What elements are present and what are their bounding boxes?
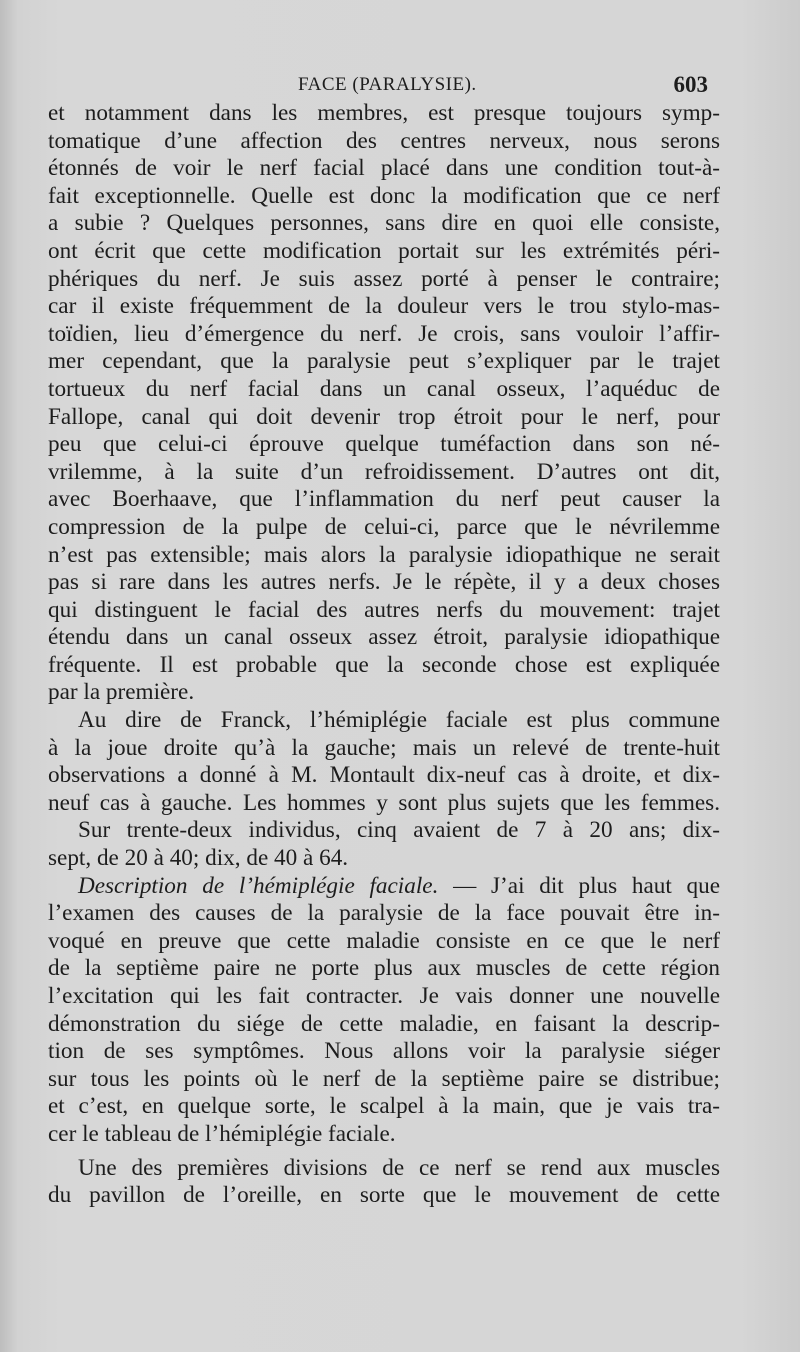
- text-line: cer le tableau de l’hémiplégie faciale.: [48, 1120, 396, 1147]
- text-line: peu que celui-ci éprouve quelque tuméfaction dans son né-: [48, 431, 720, 458]
- paragraph-3: [48, 817, 720, 872]
- text-line: et notamment dans les membres, est presque toujours symp-: [48, 100, 720, 126]
- text-line: sept, de 20 à 40; dix, de 40 à 64.: [48, 845, 349, 872]
- text-line: n’est pas extensible; mais alors la paralysie idiopathique ne serait: [48, 541, 720, 568]
- text-line: par la première.: [48, 679, 195, 706]
- text-line: car il existe fréquemment de la douleur vers le trou stylo-mas-: [48, 293, 720, 320]
- text-line: Au dire de Franck, l’hémiplégie faciale est plus commune: [78, 707, 720, 734]
- text-run: — J’ai dit plus haut que: [438, 872, 721, 899]
- text-line: tomatique d’une affection des centres nerveux, nous serons: [48, 127, 720, 154]
- text-line: phériques du nerf. Je suis assez porté à penser le contraire;: [48, 265, 720, 292]
- text-line: étendu dans un canal osseux assez étroit, paralysie idiopathique: [48, 624, 720, 651]
- text-line: l’excitation qui les fait contracter. Je vais donner une nouvelle: [48, 983, 720, 1009]
- text-line: qui distinguent le facial des autres nerfs du mouvement: trajet: [48, 596, 720, 623]
- paragraph-4: [48, 873, 720, 1149]
- text-line: a subie ? Quelques personnes, sans dire en quoi elle consiste,: [48, 210, 720, 237]
- text-line: fréquente. Il est probable que la seconde chose est expliquée: [48, 651, 720, 678]
- text-line: voqué en preuve que cette maladie consiste en ce que le nerf: [48, 927, 720, 954]
- text-line: étonnés de voir le nerf facial placé dans une condition tout-à-: [48, 155, 720, 182]
- text-line: et c’est, en quelque sorte, le scalpel à la main, que je vais tra-: [48, 1093, 720, 1120]
- text-line: Une des premières divisions de ce nerf se rend aux muscles: [78, 1154, 720, 1181]
- text-line: du pavillon de l’oreille, en sorte que le mouvement de cette: [48, 1182, 720, 1209]
- text-line: [48, 873, 720, 901]
- paragraph-1: [48, 100, 720, 707]
- running-title: FACE (PARALYSIE).: [298, 74, 477, 95]
- text-line: Fallope, canal qui doit devenir trop étroit pour le nerf, pour: [48, 403, 720, 430]
- text-line: fait exceptionnelle. Quelle est donc la modification que ce nerf: [48, 182, 720, 209]
- text-line: neuf cas à gauche. Les hommes y sont plus sujets que les femmes.: [48, 789, 720, 816]
- text-line: tion de ses symptômes. Nous allons voir la paralysie siéger: [48, 1038, 720, 1065]
- text-line: mer cependant, que la paralysie peut s’expliquer par le trajet: [48, 348, 720, 375]
- body-text: [48, 100, 720, 1210]
- text-line: compression de la pulpe de celui-ci, parce que le névrilemme: [48, 513, 720, 540]
- paragraph-2: [48, 707, 720, 817]
- text-line: toïdien, lieu d’émergence du nerf. Je crois, sans vouloir l’affir-: [48, 320, 720, 347]
- text-line: pas si rare dans les autres nerfs. Je le répète, il y a deux choses: [48, 569, 720, 596]
- text-line: ont écrit que cette modification portait sur les extrémités péri-: [48, 237, 720, 264]
- text-line: vrilemme, à la suite d’un refroidissement. D’autres ont dit,: [48, 458, 720, 485]
- text-line: Sur trente-deux individus, cinq avaient de 7 à 20 ans; dix-: [78, 817, 720, 844]
- text-line: observations a donné à M. Montault dix-neuf cas à droite, et dix-: [48, 762, 720, 789]
- text-line: avec Boerhaave, que l’inflammation du nerf peut causer la: [48, 486, 720, 513]
- text-line: tortueux du nerf facial dans un canal osseux, l’aquéduc de: [48, 375, 720, 402]
- text-line: sur tous les points où le nerf de la septième paire se distribue;: [48, 1065, 720, 1092]
- paragraph-5: [48, 1155, 720, 1210]
- text-line: démonstration du siége de cette maladie, en faisant la descrip-: [48, 1010, 720, 1037]
- section-heading: Description de l’hémiplégie faciale.: [78, 872, 439, 899]
- text-line: l’examen des causes de la paralysie de la face pouvait être in-: [48, 900, 720, 927]
- text-line: de la septième paire ne porte plus aux muscles de cette région: [48, 955, 720, 982]
- text-line: à la joue droite qu’à la gauche; mais un relevé de trente-huit: [48, 734, 720, 761]
- page-number: 603: [673, 72, 708, 97]
